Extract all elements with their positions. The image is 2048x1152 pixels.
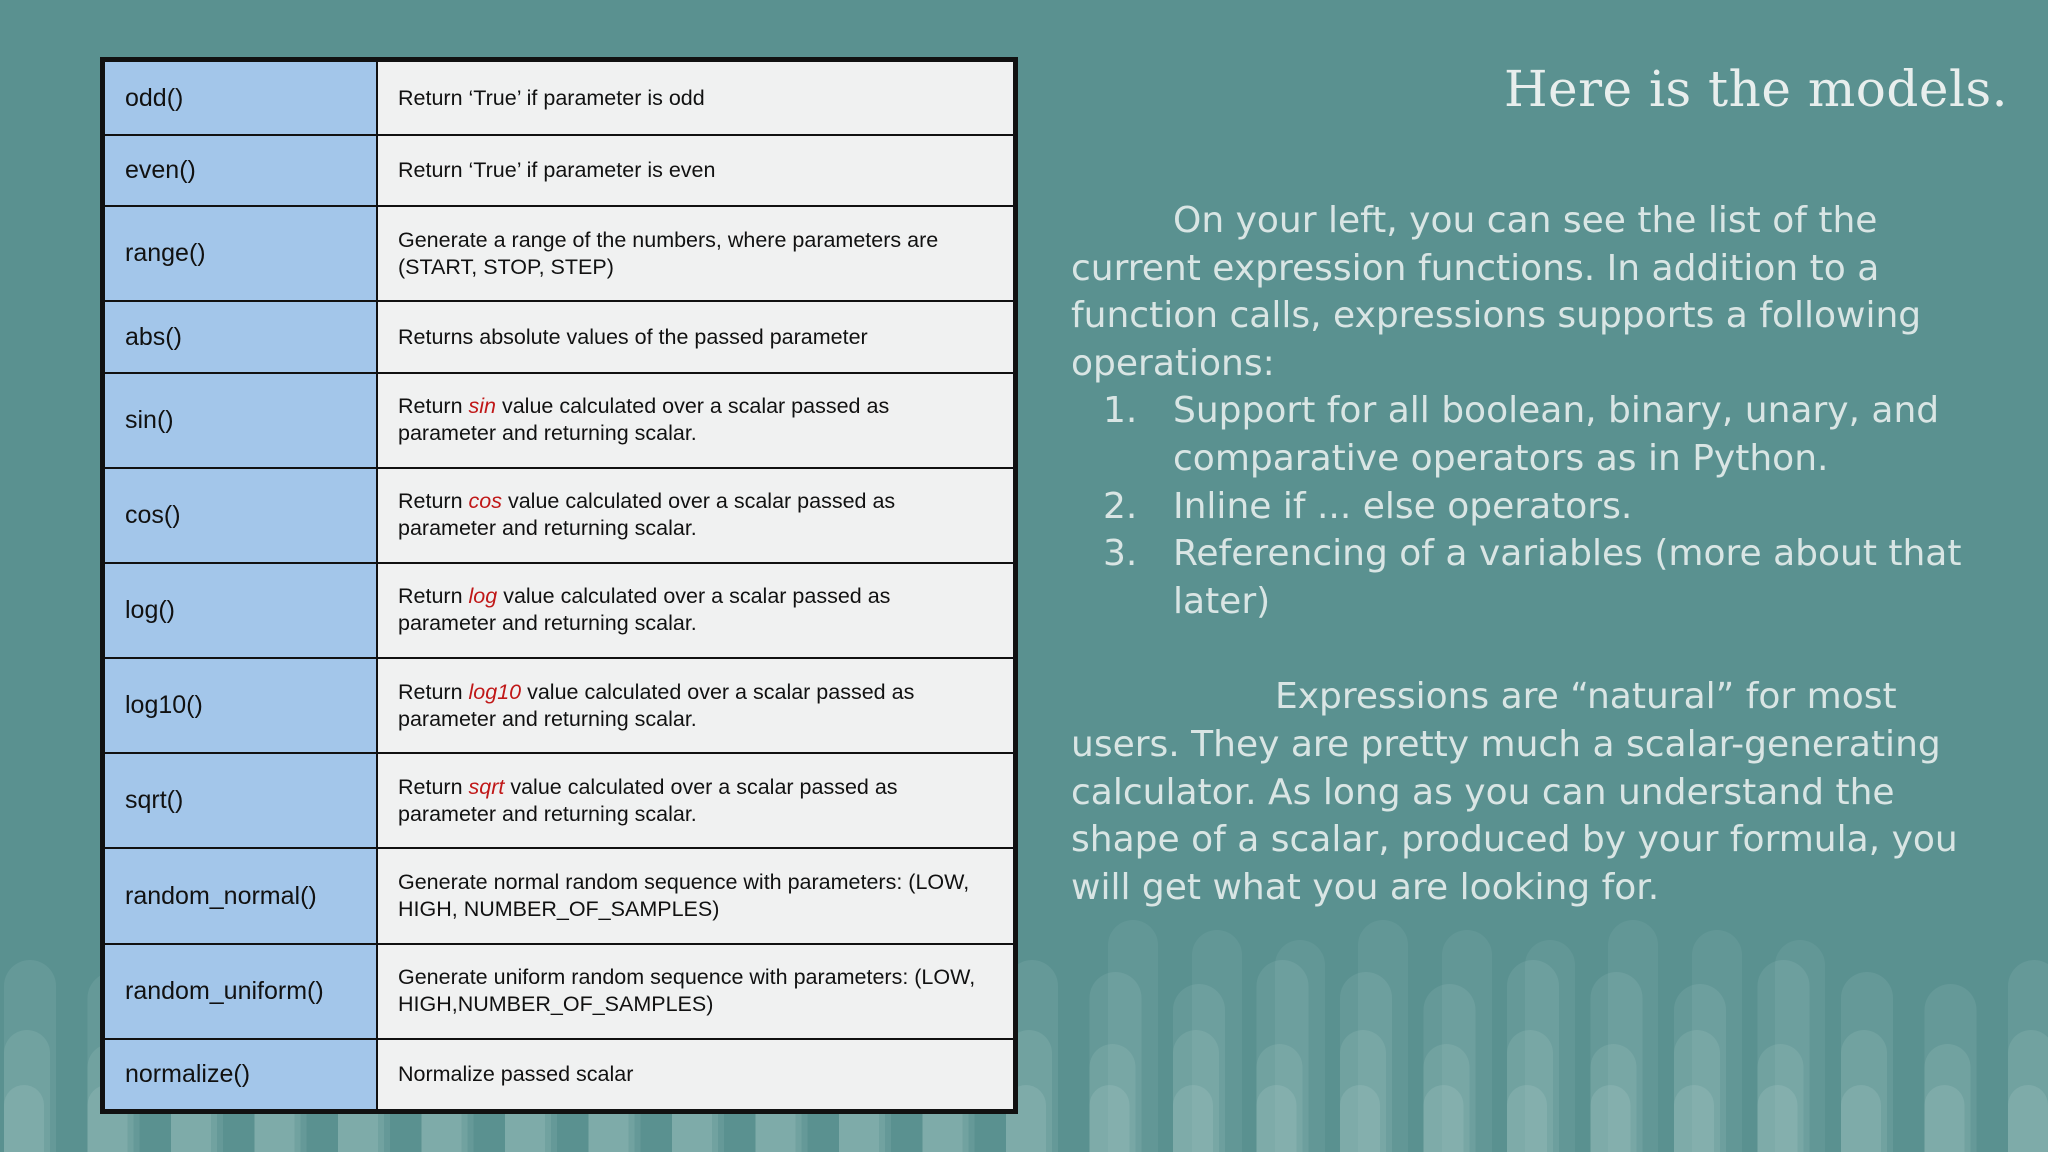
function-row — [104, 944, 1014, 1039]
function-description-text: value calculated over a scalar passed as parameter and returning scalar. — [398, 679, 915, 731]
background-pillar — [1275, 940, 1325, 1152]
operation-text: Support for all boolean, binary, unary, and comparative operators as in Python. — [1173, 390, 1940, 479]
function-name-cell: cos() — [104, 468, 377, 563]
function-name-cell: random_uniform() — [104, 944, 377, 1039]
function-row — [104, 658, 1014, 753]
function-description-cell — [377, 61, 1014, 135]
function-row — [104, 563, 1014, 658]
function-description-text: value calculated over a scalar passed as parameter and returning scalar. — [398, 489, 896, 541]
operation-item — [1071, 530, 2001, 625]
operation-item — [1071, 483, 2001, 531]
function-description-text: value calculated over a scalar passed as parameter and returning scalar. — [398, 584, 891, 636]
function-row — [104, 61, 1014, 135]
function-description-cell — [377, 135, 1014, 206]
intro-paragraph: On your left, you can see the list of the current expression functions. In addition to a function calls, expressions supports a following operations: — [1071, 200, 1922, 384]
operation-text: Referencing of a variables (more about that later) — [1173, 533, 1962, 622]
function-description-text: Generate normal random sequence with parameters: (LOW, HIGH, NUMBER_OF_SAMPLES) — [398, 870, 970, 921]
background-pillar — [1775, 940, 1825, 1152]
function-description-cell — [377, 301, 1014, 372]
background-pillar — [4, 1085, 44, 1152]
background-pillar — [1442, 930, 1492, 1152]
function-name-cell: log10() — [104, 658, 377, 753]
background-pillar — [1692, 930, 1742, 1152]
function-description-text: Normalize passed scalar — [398, 1061, 634, 1086]
description-text — [1071, 197, 2001, 911]
function-name-cell: sin() — [104, 373, 377, 468]
function-description-text: Generate a range of the numbers, where parameters are (START, STOP, STEP) — [398, 227, 939, 279]
function-row — [104, 206, 1014, 301]
function-name-cell: random_normal() — [104, 848, 377, 943]
function-row — [104, 1039, 1014, 1110]
operation-item — [1071, 387, 2001, 482]
function-description-text: Return ‘True’ if parameter is odd — [398, 85, 705, 110]
function-description-cell — [377, 753, 1014, 848]
function-description-text: Returns absolute values of the passed parameter — [398, 324, 868, 349]
function-description-text: Generate uniform random sequence with parameters: (LOW, HIGH,NUMBER_OF_SAMPLES) — [398, 965, 976, 1017]
function-description-text: value calculated over a scalar passed as parameter and returning scalar. — [398, 774, 898, 826]
slide-title: Here is the models. — [1503, 60, 2008, 118]
function-highlight: cos — [468, 489, 502, 514]
function-description-text: Return — [398, 679, 469, 704]
function-row — [104, 468, 1014, 563]
function-name-cell: even() — [104, 135, 377, 206]
operation-number: 1. — [1103, 390, 1138, 432]
function-name-cell: normalize() — [104, 1039, 377, 1110]
function-description-text: value calculated over a scalar passed as parameter and returning scalar. — [398, 394, 890, 446]
function-description-cell — [377, 468, 1014, 563]
background-pillar — [1841, 1085, 1881, 1152]
function-description-cell — [377, 848, 1014, 943]
function-description-text: Return — [398, 584, 469, 609]
background-pillar — [1525, 940, 1575, 1152]
function-description-cell — [377, 658, 1014, 753]
function-description-cell — [377, 206, 1014, 301]
function-description-cell — [377, 1039, 1014, 1110]
function-description-text: Return — [398, 394, 469, 419]
function-table — [100, 57, 1018, 1114]
background-pillar — [1108, 920, 1158, 1152]
operations-list — [1071, 387, 2001, 625]
background-pillar — [2008, 1085, 2048, 1152]
function-highlight: log10 — [468, 679, 522, 704]
function-highlight: sqrt — [468, 774, 505, 799]
function-description-cell — [377, 373, 1014, 468]
function-description-text: Return — [398, 489, 469, 514]
function-description-cell — [377, 944, 1014, 1039]
function-row — [104, 753, 1014, 848]
function-name-cell: abs() — [104, 301, 377, 372]
operation-number: 3. — [1103, 533, 1138, 575]
function-name-cell: log() — [104, 563, 377, 658]
function-highlight: sin — [468, 394, 496, 419]
function-description-text: Return ‘True’ if parameter is even — [398, 158, 716, 183]
operation-text: Inline if ... else operators. — [1173, 485, 1633, 527]
function-name-cell: odd() — [104, 61, 377, 135]
background-pillar — [1608, 920, 1658, 1152]
function-row — [104, 373, 1014, 468]
background-pillar — [1192, 930, 1242, 1152]
operation-number: 2. — [1103, 485, 1138, 527]
function-name-cell: sqrt() — [104, 753, 377, 848]
function-name-cell: range() — [104, 206, 377, 301]
function-description-text: Return — [398, 774, 469, 799]
closing-paragraph: Expressions are “natural” for most users. They are pretty much a scalar-generating calculator. As long as you can understand the shape of a scalar, produced by your formula, you will get what you are looking for. — [1071, 676, 1958, 908]
background-pillar — [1925, 1085, 1965, 1152]
function-highlight: log — [468, 584, 498, 609]
background-pillar — [1358, 920, 1408, 1152]
function-row — [104, 135, 1014, 206]
function-description-cell — [377, 563, 1014, 658]
function-row — [104, 848, 1014, 943]
function-row — [104, 301, 1014, 372]
